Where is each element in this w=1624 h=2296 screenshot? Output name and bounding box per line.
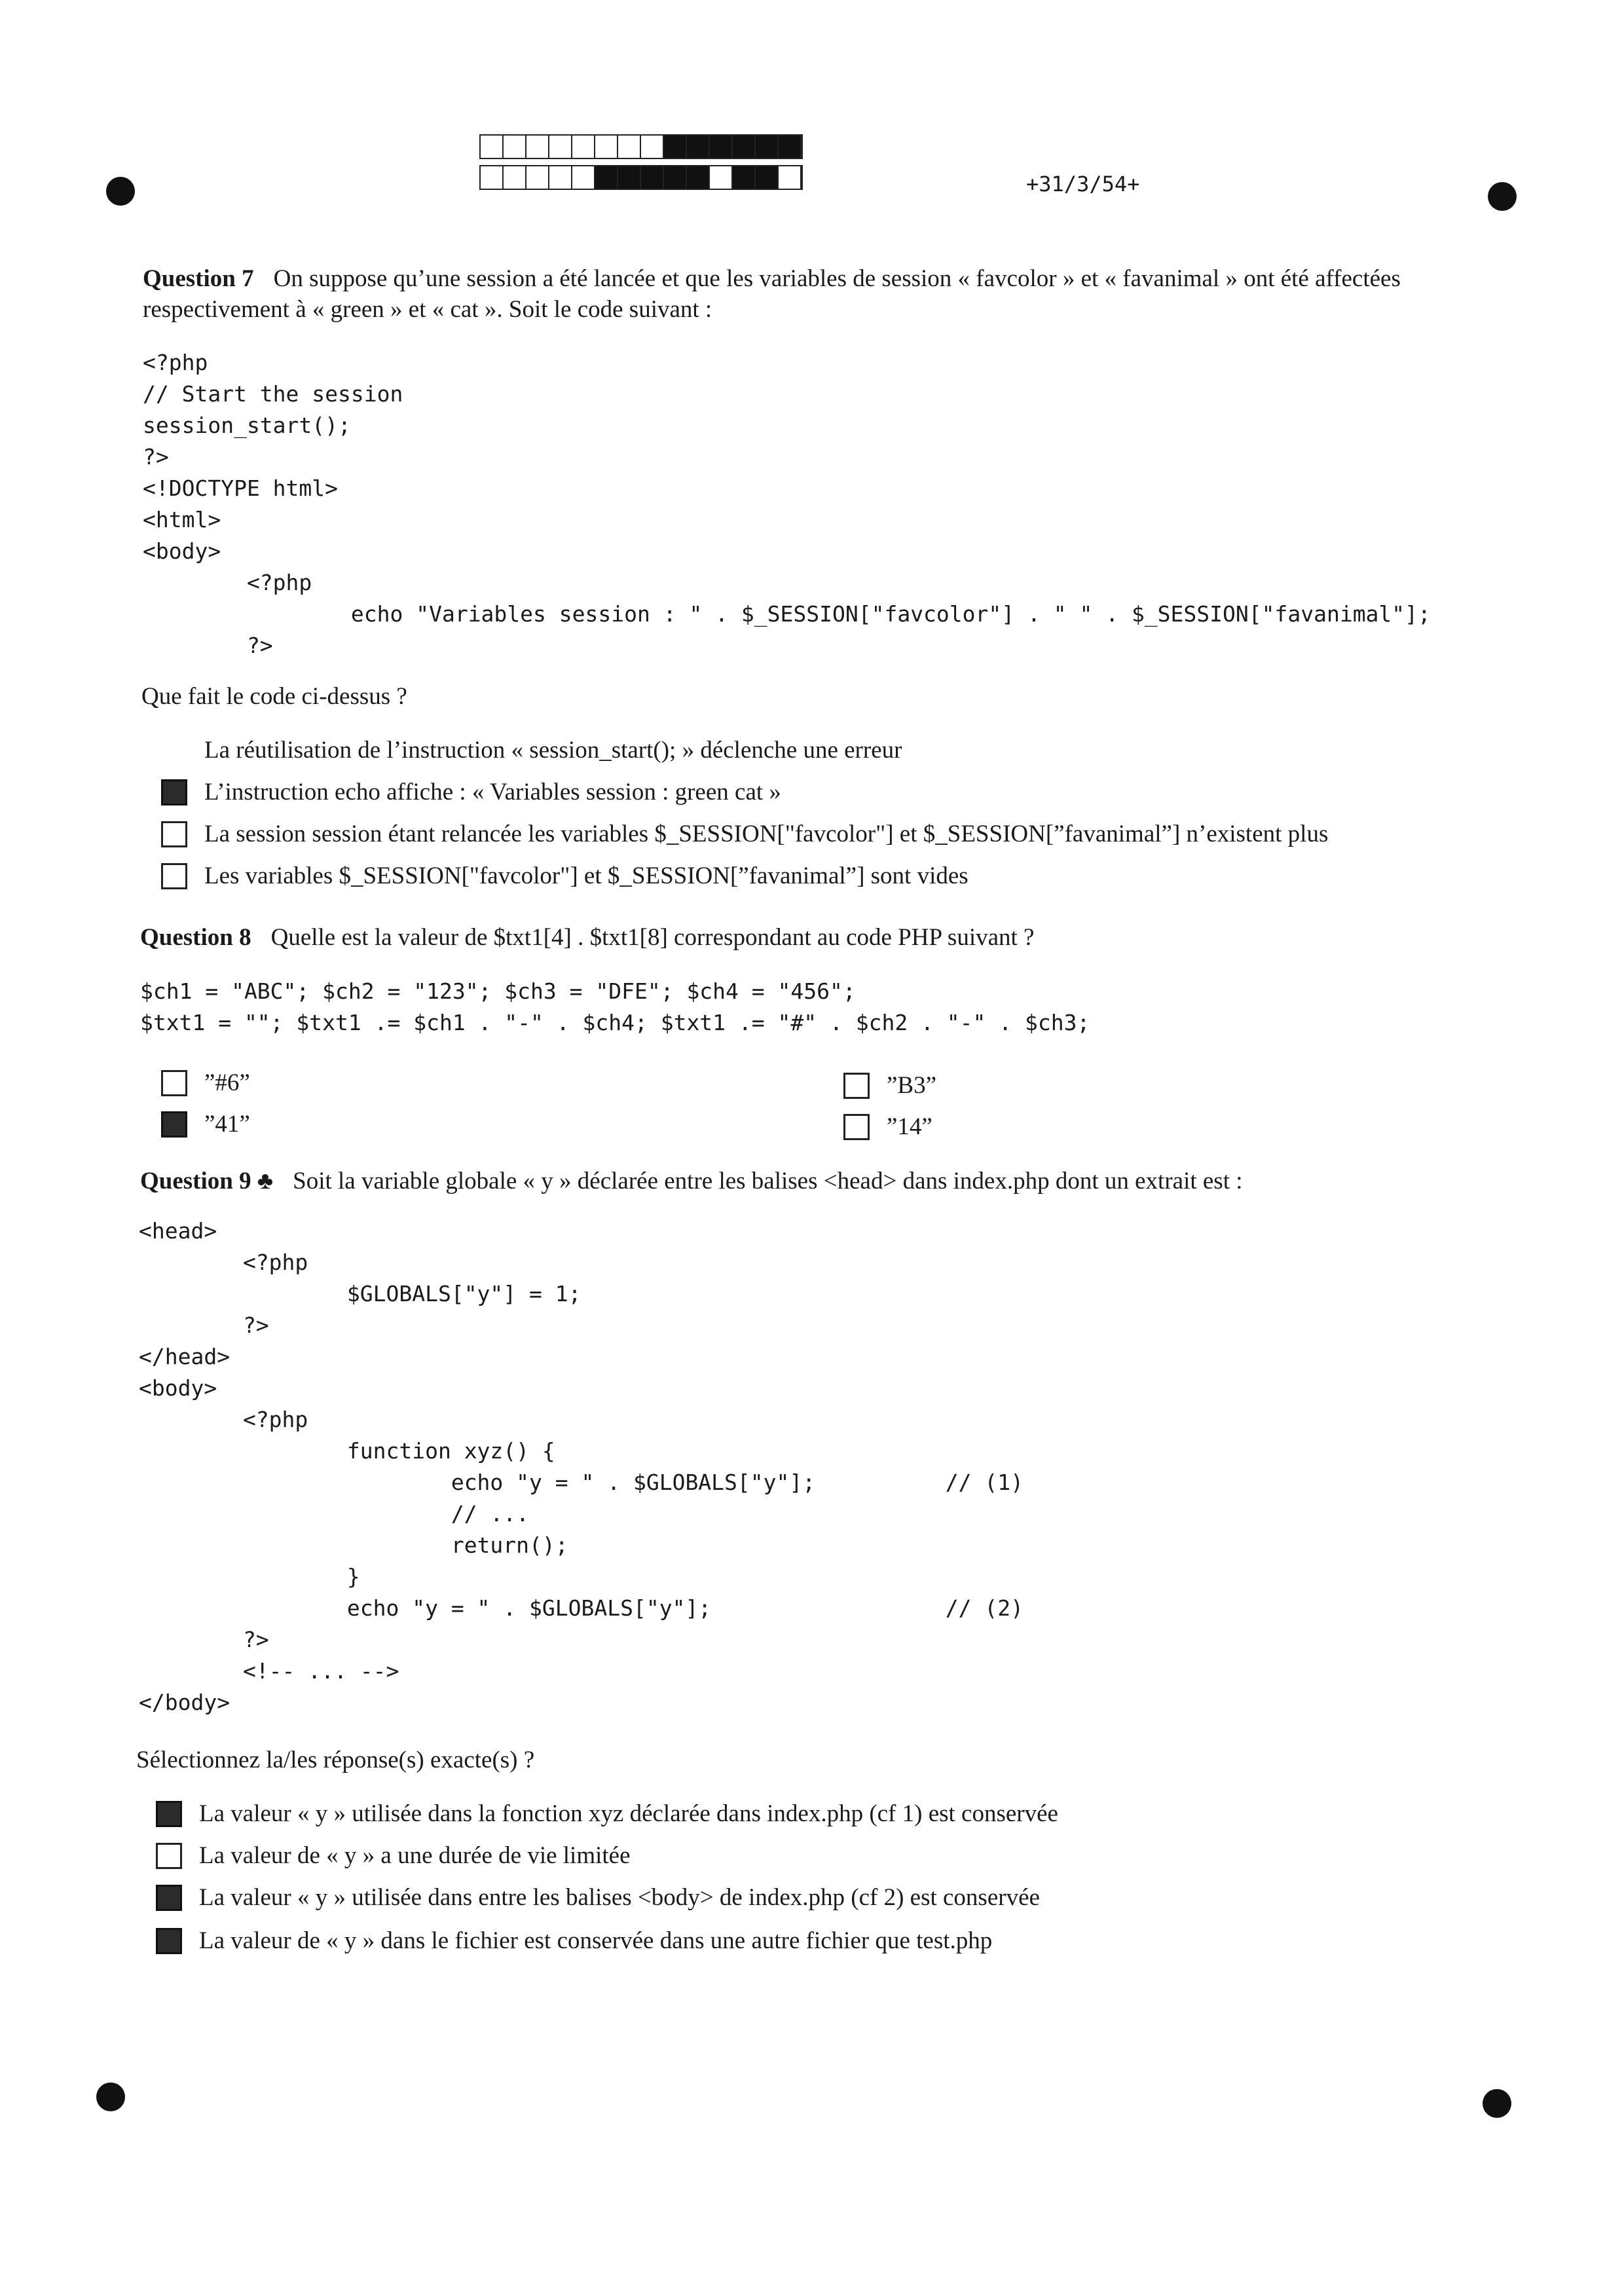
registration-mark-bottom-right — [1483, 2089, 1511, 2118]
question-7-code: <?php // Start the session session_start(); ?> <!DOCTYPE html> <html> <body> <?php echo "Variables session : " . $_SESSION["favcolor"] . " " . $_SESSION["favanimal"]; ?> — [143, 350, 1431, 658]
option-label: La valeur de « y » a une durée de vie limitée — [199, 1842, 631, 1869]
question-9-code: <head> <?php $GLOBALS["y"] = 1; ?> </head> <body> <?php function xyz() { echo "y = " . $GLOBALS["y"]; // (1) // ... return(); } echo "y = " . $GLOBALS["y"]; // (2) ?> <!-- ... --> </body> — [139, 1218, 1024, 1715]
registration-mark-top-right — [1488, 182, 1517, 211]
question-9 — [140, 1166, 1483, 1196]
option-label: La session session étant relancée les variables $_SESSION["favcolor"] et $_SESSION[”favanimal”] n’existent plus — [204, 821, 1329, 847]
checkbox[interactable] — [161, 1070, 187, 1096]
question-8 — [140, 922, 1483, 953]
barcode-row-2 — [479, 165, 803, 190]
checkbox-checked[interactable] — [156, 1801, 182, 1827]
checkbox-checked[interactable] — [161, 779, 187, 805]
question-7-text: On suppose qu’une session a été lancée et que les variables de session « favcolor » et « favanimal » ont été affectées respectivement à « green » et « cat ». Soit le code suivant : — [143, 265, 1401, 323]
checkbox[interactable] — [161, 737, 187, 764]
option-label: La valeur « y » utilisée dans entre les balises <body> de index.php (cf 2) est conservée — [199, 1884, 1040, 1911]
checkbox[interactable] — [156, 1843, 182, 1869]
checkbox-checked[interactable] — [161, 1111, 187, 1138]
option-label: ”41” — [204, 1111, 250, 1138]
checkbox-checked[interactable] — [156, 1928, 182, 1954]
question-8-option-3[interactable] — [161, 1109, 250, 1139]
question-9-option-2[interactable] — [156, 1840, 631, 1871]
question-7-prompt: Que fait le code ci-dessus ? — [141, 683, 407, 710]
question-7-option-1[interactable] — [161, 735, 902, 766]
registration-mark-top-left — [106, 177, 135, 206]
option-label: La valeur de « y » dans le fichier est conservée dans une autre fichier que test.php — [199, 1927, 993, 1954]
question-9-prompt: Sélectionnez la/les réponse(s) exacte(s) ? — [136, 1747, 535, 1773]
question-8-text: Quelle est la valeur de $txt1[4] . $txt1[8] correspondant au code PHP suivant ? — [270, 924, 1035, 951]
barcode-row-1 — [479, 134, 803, 159]
option-label: ”B3” — [887, 1072, 937, 1099]
question-7-label: Question 7 — [143, 265, 254, 292]
question-8-code: $ch1 = "ABC"; $ch2 = "123"; $ch3 = "DFE"; $ch4 = "456"; $txt1 = ""; $txt1 .= $ch1 . "-" . $ch4; $txt1 .= "#" . $ch2 . "-" . $ch3; — [140, 978, 1090, 1035]
option-label: ”#6” — [204, 1069, 250, 1096]
question-7-option-3[interactable] — [161, 819, 1328, 849]
question-9-option-4[interactable] — [156, 1925, 992, 1956]
question-8-label: Question 8 — [140, 924, 251, 951]
option-label: L’instruction echo affiche : « Variables session : green cat » — [204, 779, 781, 805]
checkbox[interactable] — [843, 1073, 870, 1099]
checkbox[interactable] — [161, 821, 187, 847]
option-label: La réutilisation de l’instruction « session_start(); » déclenche une erreur — [204, 737, 902, 764]
page-id: +31/3/54+ — [1026, 172, 1140, 196]
question-7-option-4[interactable] — [161, 861, 969, 891]
option-label: La valeur « y » utilisée dans la fonction xyz déclarée dans index.php (cf 1) est conservée — [199, 1800, 1058, 1827]
question-9-text: Soit la variable globale « y » déclarée entre les balises <head> dans index.php dont un extrait est : — [293, 1168, 1243, 1194]
question-9-option-3[interactable] — [156, 1882, 1040, 1913]
registration-mark-bottom-left — [96, 2083, 125, 2111]
checkbox[interactable] — [843, 1114, 870, 1140]
question-8-option-1[interactable] — [161, 1067, 250, 1098]
checkbox[interactable] — [161, 863, 187, 889]
question-9-label: Question 9 ♣ — [140, 1168, 274, 1194]
option-label: ”14” — [887, 1113, 932, 1140]
checkbox-checked[interactable] — [156, 1885, 182, 1911]
question-7 — [143, 263, 1485, 325]
question-7-option-2[interactable] — [161, 777, 781, 807]
question-9-option-1[interactable] — [156, 1798, 1058, 1829]
question-8-option-2[interactable] — [843, 1070, 936, 1101]
option-label: Les variables $_SESSION["favcolor"] et $_SESSION[”favanimal”] sont vides — [204, 862, 969, 889]
question-8-option-4[interactable] — [843, 1111, 932, 1142]
